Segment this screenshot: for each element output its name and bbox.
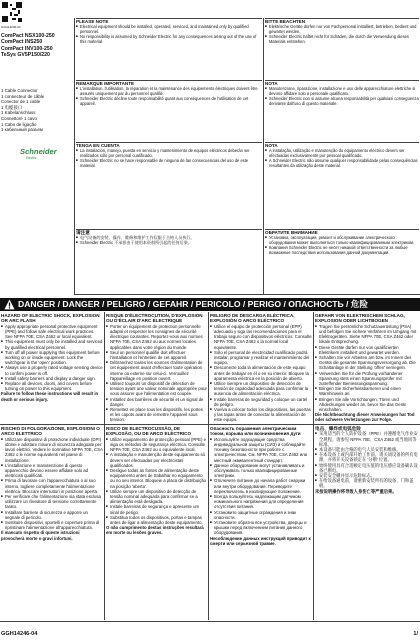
notice-title: TENGA EN CUENTA (76, 143, 120, 148)
danger-bullet: ■ Always use a properly rated voltage sensing device to confirm power is off. (1, 365, 103, 375)
notice-ru (265, 229, 419, 294)
danger-divider (208, 312, 209, 620)
grid-divider (74, 18, 75, 294)
danger-bullet: ■ Substitua todos os dispositivos, portas e tampas antes de ligar a alimentação deste equipamento. (106, 515, 207, 525)
danger-bullet: ■ Schalten Sie vor Arbeiten am bzw. im Innern des Geräts die gesamte Spannungsversorgung ab. Die Schaltanlage in der Stellung 'offen' verriegeln. (315, 355, 419, 371)
footer-divider (0, 621, 420, 622)
danger-bullet: ■ Установите защитные ограждения и знак опасности. (210, 510, 312, 520)
product-item: ComPact INV100-250 (1, 45, 53, 52)
danger-footer: O não cumprimento destas instruções resultará em morte ou lesões graves. (106, 525, 204, 536)
grid-divider (74, 294, 420, 295)
danger-ru (210, 426, 312, 620)
notice-title: ОБРАТИТЕ ВНИМАНИЕ (265, 230, 318, 235)
danger-bullet: ■ Utilizzare dispositivi di protezione individuale (DPI) idonei e adottare misure di sicurezza adeguate per lavori elettrici. Vedere le normative NFPA 70E, CSA Z462 o le norme equivalenti nel paese di installazione. (1, 437, 103, 463)
notice-item: ■ Компания Schneider Electric не несет никакой ответственности за любые возможные последствия использования данной документации. (265, 245, 419, 255)
connector-item: Conector de 1 cable (1, 99, 41, 105)
danger-bullet: ■ 安装安全栅并显示危险标志。 (315, 473, 419, 478)
danger-divider (313, 312, 314, 620)
danger-bullet: ■ Prima di lavorare con l'apparecchiatura o al suo interno, togliere completamente l'alimentazione elettrica. Bloccare interruttori in posizione aperta. (1, 478, 103, 494)
danger-title: HAZARD OF ELECTRIC SHOCK, EXPLOSION OR ARC FLASH (1, 313, 100, 324)
notice-item: ■ No responsibility is assumed by Schneider Electric for any consequences arising out of the use of this material. (76, 34, 262, 44)
danger-title: RISCHIO DI FOLGORAZIONE, ESPLOSIONI O ARCO ELETTRICO (1, 426, 100, 437)
notice-zh (76, 229, 262, 294)
danger-es (210, 313, 312, 423)
danger-banner (0, 298, 420, 311)
danger-title: 电击、爆炸或电弧危险 (315, 426, 361, 431)
danger-bullet: ■ Instale barreras de seguridad y coloque un cartel de peligro. (210, 397, 312, 407)
schneider-logo (20, 143, 66, 163)
notice-item: ■ Schneider Electric 不承担由于使用本资料所引起的任何后果。 (76, 240, 262, 245)
notice-title: REMARQUE IMPORTANTE (76, 81, 135, 86)
doc-code: GGH14246-04 (1, 631, 38, 637)
danger-bullet: ■ Porter un équipement de protection personnelle adapté et respecter les consignes de sécurité électrique courantes. Reportez-vous aux normes NFPA 70E, CSA Z462 ou aux normes locales applicables dans votre région du monde. (106, 324, 207, 350)
notice-it (265, 80, 419, 141)
product-info-column (0, 0, 66, 220)
notice-item: ■ Schneider Electric no se hace responsable de ninguna de las consecuencias del uso de este material. (76, 158, 262, 168)
notice-fr (76, 80, 262, 141)
danger-bullet: ■ Bringen Sie alle Vorrichtungen, Türen und Abdeckungen wieder an, bevor Sie das Gerät einschalten. (315, 397, 419, 413)
danger-bullet: ■ A instalação e manutenção deste equipamento só devem ser efectuadas por electricistas qualificados. (106, 452, 207, 468)
danger-divider (104, 312, 105, 620)
danger-it (1, 426, 103, 620)
danger-title: GEFAHR VON ELEKTRISCHEM SCHLAG, EXPLOSION ODER LICHTBOGEN (315, 313, 405, 324)
connector-item: 1 кабельный разъем (1, 127, 43, 133)
connector-item: 1 电缆接口 (1, 104, 23, 110)
danger-en (1, 313, 103, 423)
danger-bullet: ■ This equipment must only be installed and serviced by qualified electrical personnel. (1, 339, 103, 349)
notice-item: ■ Установка, эксплуатация, ремонт и обслуживание электрического оборудования может выполняться только квалифицированным электриком. (265, 235, 419, 245)
danger-footer: Несоблюдение данных инструкций приводит к смерти или серьезной травме. (210, 535, 311, 546)
danger-bullet: ■ 在本设备上或内部开始工作前，请关闭设备的所有电源，并将开关设备锁定在 '分断' 位置。 (315, 452, 419, 462)
notice-item: ■ Elektrische Geräte dürfen nur von Fachpersonal installiert, betrieben, bedient und gewartet werden. (265, 24, 419, 34)
danger-bullet: ■ Utilice el equipo de protección personal (EPP) adecuado y siga las recomendaciones para el trabajo seguro con dispositivos eléctricos. Consulte NFPA 70E, CSA Z462 o la normal local equivalente. (210, 324, 312, 350)
warning-triangle-icon (4, 299, 15, 310)
danger-footer: 未按说明操作将导致人身伤亡等严重后果。 (315, 488, 397, 494)
qr-code-icon (2, 2, 22, 22)
notice-pt (265, 142, 419, 228)
danger-bullet: ■ Данное оборудование могут устанавливать и обслуживать только квалифицированные электрики. (210, 463, 312, 479)
danger-banner-text: DANGER / DANGER / PELIGRO / GEFAHR / PERICOLO / PERIGO / ОПАСНОСТЬ / 危险 (18, 299, 368, 309)
notice-item: ■ La instalación, manejo, puesta en servicio y mantenimiento de equipos eléctricos deberán ser realizados sólo por personal cualificado. (76, 148, 262, 158)
notice-item: ■ L'installation, l'utilisation, la réparation et la maintenance des équipements électriques doivent être assurés uniquement par du personnel qualifié. (76, 86, 262, 96)
notice-item: ■ Manutenzione, riparazione, installazione e uso delle apparecchiature elettriche si devono affidare solo a personale qualificato. (265, 86, 419, 96)
notice-title: NOTA (265, 81, 278, 86)
danger-title: RISQUE D'ÉLECTROCUTION, D'EXPLOSION OU D'ÉCLAIR D'ARC ÉLECTRIQUE (106, 313, 203, 324)
danger-bullet: ■ Всегда пользуйтесь надлежащим датчиком номинального напряжения для определения отсутствия питания. (210, 494, 312, 510)
notice-item: ■ 电气设备的安装、操作、维修和维护工作仅限于合格人员执行。 (76, 235, 262, 240)
danger-bullet: ■ Sostituire dispositivi, sportelli e coperture prima di ripristinare l'alimentazione all'apparecchiatura. (1, 520, 103, 530)
logo-text: Schneider (20, 147, 57, 156)
danger-bullet: ■ Используйте подходящие средства индивидуальной защиты (СИЗ) и соблюдайте технику безопасности при работе с электричеством. См. NFPA 70E, CSA Z462 или местный эквивалентный стандарт. (210, 437, 312, 463)
danger-bullet: ■ Per verificare che l'alimentazione sia stata esclusa utilizzare un rilevatore di tensione correttamente tarato. (1, 494, 103, 510)
product-item: ComPact NSX100-250 (1, 33, 55, 39)
notice-item: ■ Schneider Electric non si assume alcuna responsabilità per qualsiasi conseguenza derivante dall'uso di questo materiale. (265, 96, 419, 106)
danger-bullet: ■ Apply appropriate personal protective equipment (PPE) and follow safe electrical work practices. See NFPA 70E, CSA Z462 or local equivalent. (1, 324, 103, 340)
notice-title: NOTA (265, 143, 278, 148)
connector-item: Connettore 1 cavo (1, 115, 37, 121)
connector-item: 1 Kabelanschluss (1, 110, 36, 116)
danger-bullet: ■ Sólo el personal de electricidad cualificado podrá instalar, programar y realizar el mantenimiento del equipo. (210, 350, 312, 366)
notice-title: BITTE BEACHTEN (265, 19, 306, 24)
notice-item: ■ Electrical equipment should be installed, operated, serviced, and maintained only by qualified personnel. (76, 24, 262, 34)
danger-bullet: ■ Débranchez toutes les sources d'alimentation de cet équipement avant d'effectuer toute opération interne ou externe sur celui-ci. Verrouillez l'appareillage en position ouvert. (106, 360, 207, 381)
notice-item: ■ A instalação, utilização e manutenção do equipamento eléctrico devem ser efectuadas exclusivamente por pessoal qualificado. (265, 148, 419, 158)
danger-divider (0, 424, 420, 425)
danger-de (315, 313, 419, 423)
danger-title: RISCO DE ELECTROCUSSÃO, DE EXPLOSÃO, OU DE ARCO ELÉCTRICO (106, 426, 192, 437)
connector-list (1, 88, 44, 133)
danger-bullet: ■ Vuelva a colocar todos los dispositivos, las puertas y las tapas antes de conectar la alimentación de este equipo. (210, 407, 312, 423)
danger-bullet: ■ Install safety barriers and display a danger sign. (1, 376, 103, 381)
danger-bullet: ■ Desconecte toda la alimentación de este equipo antes de trabajar en él o en su interior. Bloquee la aparamenta eléctrica en la posición de abierto. (210, 365, 312, 381)
danger-pt (106, 426, 207, 620)
notice-title: 请注意 (76, 230, 90, 235)
danger-bullet: ■ Utilize equipamento de protecção pessoal (PPE) e siga os métodos de segurança eléctrica. Consulte NFPA 70E, CSA Z462 ou o equivalente local. (106, 437, 207, 453)
page-number: 1/ (413, 631, 418, 637)
danger-bullet: ■ Turn off all power supplying this equipment before working on or inside equipment. Lock the switchgear in the 'open' position. (1, 350, 103, 366)
danger-title: PELIGRO DE DESCARGA ELÉCTRICA, EXPLOSIÓN O ARCO ELÉCTRICO (210, 313, 295, 324)
logo-subtext: Electric (26, 156, 37, 160)
danger-bullet: ■ Tragen Sie persönliche Schutzausrüstung (PSA) und befolgen Sie sichere Verfahren im Umgang mit Elektrogeräten. Siehe NFPA 70E, CSA Z462 oder lokale Entsprechung. (315, 324, 419, 345)
danger-bullet: ■ Bringen Sie Sicherheitsbarrieren und einen Warnhinweis an. (315, 386, 419, 396)
danger-bullet: ■ Instale barreiras de segurança e apresente um sinal de perigo. (106, 504, 207, 514)
doc-code-small: GGH14246-04 (1, 25, 21, 29)
danger-bullet: ■ 采用适当的个人防护设备（PPE）并遵循电气作业安全规程。请参见 NFPA 70E、CSA Z462 或当地同等标准。 (315, 431, 419, 447)
notice-de (265, 18, 419, 79)
danger-footer: Failure to follow these instructions will result in death or serious injury. (1, 391, 99, 402)
danger-bullet: ■ L'installazione e manutenzione di questo apparecchio devono essere affidate solo ad elettricisti qualificati. (1, 463, 103, 479)
notice-es (76, 142, 262, 228)
danger-bullet: ■ Установите обратно все устройства, дверцы и крышки перед включением питания данного оборудования. (210, 520, 312, 536)
danger-bullet: ■ Verwenden Sie für die Prüfung vorhandener Spannung stets einen Spannungsprüfer mit zutreffender Bemessungsspannung. (315, 371, 419, 387)
danger-bullet: ■ Installez des barrières de sécurité et un signal de danger. (106, 397, 207, 407)
danger-bullet: ■ Diese Geräte dürfen nur von qualifizierten Elektrikern installiert und gewartet werden. (315, 345, 419, 355)
connector-item: 1 Cable Connector (1, 88, 38, 93)
notice-en (76, 18, 262, 79)
danger-bullet: ■ 在给设备通电前，请重新安装所有的设备、门和盖板。 (315, 478, 419, 488)
product-item: TeSys GV5P150/220 (1, 52, 50, 59)
danger-bullet: ■ Utilisez toujours un dispositif de détection de tension ayant une valeur nominale appropriée pour vous assurer que l'alimentation est coupée. (106, 381, 207, 397)
danger-footer: Die Nichtbeachtung dieser Anweisungen hat Tod oder schwere Verletzungen zur Folge. (315, 412, 415, 423)
danger-fr (106, 313, 207, 423)
danger-bullet: ■ Utilize sempre um dispositivo de detecção de tensão nominal adequada para confirmar se a alimentação está desligada. (106, 489, 207, 505)
notice-item: ■ Schneider Electric décline toute responsabilité quant aux conséquences de l'utilisation de cet appareil. (76, 96, 262, 106)
danger-bullet: ■ Seul un personnel qualifié doit effectuer l'installation et l'entretien de cet appareil. (106, 350, 207, 360)
danger-bullet: ■ Отключите питание до начала работ снаружи или внутри оборудования. Переведите переключатель в изолирующее положение. (210, 478, 312, 494)
danger-bullet: ■ Desligue todas as fontes de alimentação deste equipamento antes de trabalhar no equipamento ou no seu interior. Bloqueie a placa de distribuição na posição 'aberta'. (106, 468, 207, 489)
danger-bullet: ■ 始终使用具有合适额定电压值的电压感应设备确认设备已断电。 (315, 463, 419, 473)
danger-footer: Il mancato rispetto di queste istruzioni provocherà morte o gravi infortuni. (1, 530, 80, 541)
danger-zh (315, 426, 419, 620)
danger-bullet: ■ Remettez en place tous les dispositifs, les portes et les capots avant de remettre l'appareil sous tension. (106, 407, 207, 423)
danger-bullet: ■ Replace all devices, doors, and covers before turning on power to this equipment. (1, 381, 103, 391)
danger-bullet: ■ Utilice siempre un dispositivo de detección de tensión de capacidad adecuada para confirmar la ausencia de alimentación eléctrica. (210, 381, 312, 397)
danger-bullet: ■ Installare barriere di sicurezza e apporre un segnale di pericolo. (1, 510, 103, 520)
connector-item: 1 connecteur de câble (1, 93, 45, 99)
product-list (1, 33, 55, 59)
grid-divider (263, 18, 264, 294)
notice-item: ■ A Schneider Electric não assume qualquer responsabilidade pelas consequências resultantes da utilização deste material. (265, 158, 419, 168)
danger-bullet: ■ 本设备只能由合格的电气人员安装和维修。 (315, 447, 419, 452)
product-item: ComPact INS250 (1, 39, 43, 46)
notice-item: ■ Schneider Electric haftet nicht für Schäden, die durch die Verwendung dieses Materials entstehen. (265, 34, 419, 44)
danger-title: Опасность поражения электрическим током, взрыва или возникновения дуги (210, 426, 301, 437)
connector-item: 1 Cabo de ligação (1, 121, 37, 127)
notice-title: PLEASE NOTE (76, 19, 109, 24)
